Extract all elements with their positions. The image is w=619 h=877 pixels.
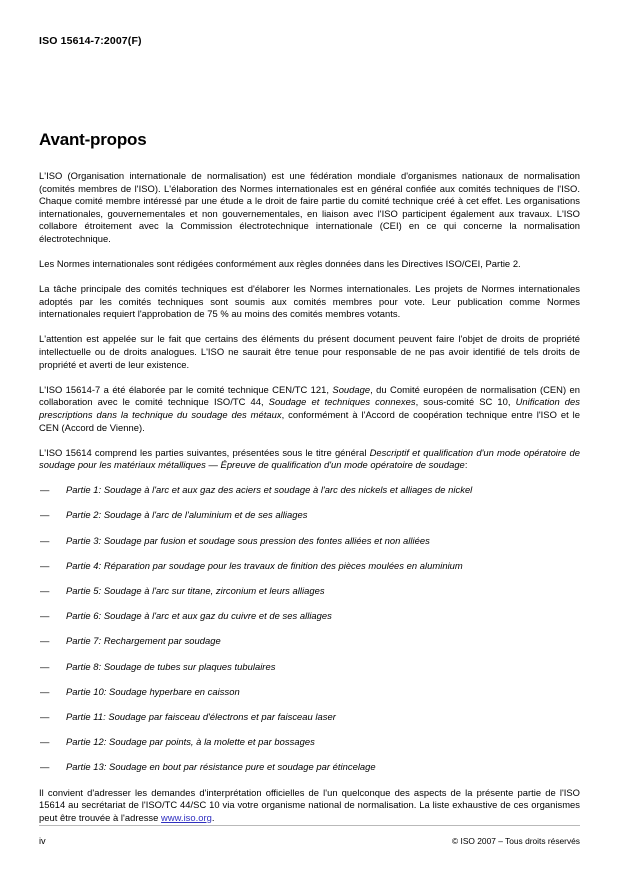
page-number: iv — [39, 836, 46, 846]
em-dash-bullet: — — [40, 660, 50, 672]
list-item-label: Partie 7: Rechargement par soudage — [66, 635, 221, 647]
list-item — [39, 509, 580, 522]
em-dash-bullet: — — [40, 559, 50, 571]
list-item-label: Partie 3: Soudage par fusion et soudage sous pression des fontes alliées et non alliées — [66, 534, 430, 546]
list-item — [39, 610, 580, 623]
em-dash-bullet: — — [40, 585, 50, 597]
footer-divider — [39, 825, 580, 826]
list-item — [39, 736, 580, 749]
prep-text-4: , conformément à l'Accord de coopération technique entre l'ISO et le CEN (Accord de Vienne). — [39, 408, 580, 433]
prep-text-2: , du Comité européen de normalisation (CEN) en collaboration avec le comité technique ISO/TC 44, — [39, 383, 581, 408]
paragraph-interpretation-requests — [39, 787, 580, 825]
list-item — [39, 711, 580, 724]
list-item-label: Partie 5: Soudage à l'arc sur titane, zirconium et leurs alliages — [66, 585, 325, 597]
page-content — [39, 130, 580, 837]
closing-text-1: Il convient d'adresser les demandes d'interprétation officielles de l'un quelconque des aspects de la présente partie de l'ISO 15614 au secrétariat de l'ISO/TC 44/SC 10 via votre organisme national de normalisation. La liste exhaustive de ces organismes peut être trouvée à l'adresse — [39, 786, 580, 823]
prep-italic-techniques-connexes: Soudage et techniques connexes — [268, 396, 416, 408]
paragraph-directives: Les Normes internationales sont rédigées conformément aux règles données dans les Directives ISO/CEI, Partie 2. — [39, 258, 521, 270]
list-item — [39, 635, 580, 648]
em-dash-bullet: — — [40, 736, 50, 748]
parts-intro-text-1: L'ISO 15614 comprend les parties suivantes, présentées sous le titre général — [39, 446, 370, 458]
list-item — [39, 560, 580, 573]
prep-text-3: , sous-comité SC 10, — [415, 396, 516, 408]
em-dash-bullet: — — [40, 761, 50, 773]
paragraph-committee-task: La tâche principale des comités techniques est d'élaborer les Normes internationales. Les projets de Normes internationales adoptés par les comités techniques sont soumis aux comités membres pour vote. Leur publication comme Normes internationales requiert l'approbation de 75 % au moins des comités membres votants. — [39, 283, 580, 320]
em-dash-bullet: — — [40, 685, 50, 697]
list-item — [39, 761, 580, 774]
page-footer — [39, 836, 580, 850]
prep-italic-unification: Unification des prescriptions dans la technique du soudage des métaux — [39, 396, 580, 420]
parts-list — [39, 484, 580, 774]
em-dash-bullet: — — [40, 635, 50, 647]
list-item-label: Partie 11: Soudage par faisceau d'électrons et par faisceau laser — [66, 710, 336, 722]
em-dash-bullet: — — [40, 710, 50, 722]
em-dash-bullet: — — [40, 509, 50, 521]
list-item — [39, 535, 580, 548]
list-item — [39, 484, 580, 497]
list-item — [39, 661, 580, 674]
list-item-label: Partie 6: Soudage à l'arc et aux gaz du cuivre et de ses alliages — [66, 610, 332, 622]
list-item-label: Partie 4: Réparation par soudage pour les travaux de finition des pièces moulées en aluminium — [66, 559, 463, 571]
running-head: ISO 15614-7:2007(F) — [39, 35, 142, 47]
em-dash-bullet: — — [40, 534, 50, 546]
list-item-label: Partie 10: Soudage hyperbare en caisson — [66, 685, 240, 697]
parts-intro-text-2: : — [464, 459, 468, 471]
em-dash-bullet: — — [40, 610, 50, 622]
paragraph-parts-intro — [39, 447, 580, 472]
prep-italic-soudage: Soudage — [332, 383, 371, 395]
iso-org-link[interactable]: www.iso.org — [161, 811, 212, 823]
parts-intro-italic-title: Descriptif et qualification d'un mode opératoire de soudage pour les matériaux métalliques — Épreuve de qualification d'un mode opératoire de soudage — [39, 446, 580, 471]
page-title: Avant-propos — [39, 130, 147, 149]
paragraph-iso-definition: L'ISO (Organisation internationale de normalisation) est une fédération mondiale d'organismes nationaux de normalisation (comités membres de l'ISO). L'élaboration des Normes internationales est en général confiée aux comités techniques de l'ISO. Chaque comité membre intéressé par une étude a le droit de faire partie du comité technique créé à cet effet. Les organisations internationales, gouvernementales et non gouvernementales, en liaison avec l'ISO participent également aux travaux. L'ISO collabore étroitement avec la Commission électrotechnique internationale (CEI) en ce qui concerne la normalisation électrotechnique. — [39, 170, 580, 244]
list-item-label: Partie 12: Soudage par points, à la molette et par bossages — [66, 736, 315, 748]
paragraph-patent-rights: L'attention est appelée sur le fait que certains des éléments du présent document peuvent faire l'objet de droits de propriété intellectuelle ou de droits analogues. L'ISO ne saurait être tenue pour responsable de ne pas avoir identifié de tels droits de propriété et averti de leur existence. — [39, 333, 580, 370]
list-item-label: Partie 1: Soudage à l'arc et aux gaz des aciers et soudage à l'arc des nickels et alliages de nickel — [66, 484, 473, 496]
list-item-label: Partie 13: Soudage en bout par résistance pure et soudage par étincelage — [66, 761, 376, 773]
prep-text-1: L'ISO 15614-7 a été élaborée par le comité technique CEN/TC 121, — [39, 383, 333, 395]
list-item-label: Partie 2: Soudage à l'arc de l'aluminium et de ses alliages — [66, 509, 308, 521]
copyright-notice: © ISO 2007 – Tous droits réservés — [452, 836, 580, 846]
list-item-label: Partie 8: Soudage de tubes sur plaques tubulaires — [66, 660, 276, 672]
closing-text-2: . — [211, 811, 215, 823]
em-dash-bullet: — — [40, 484, 50, 496]
list-item — [39, 686, 580, 699]
paragraph-preparation — [39, 384, 580, 434]
list-item — [39, 585, 580, 598]
